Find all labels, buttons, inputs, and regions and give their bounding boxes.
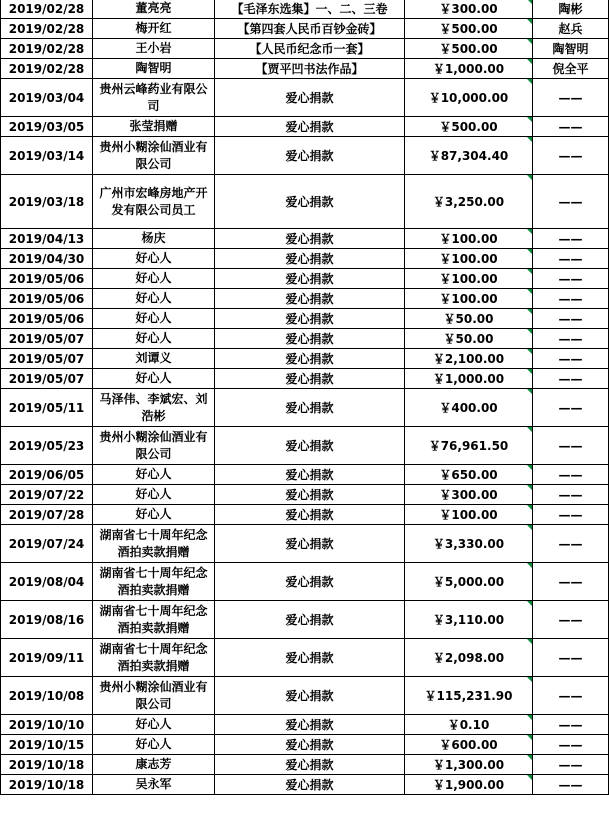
table-row (1, 601, 609, 639)
date-cell: 2019/05/07 (1, 329, 93, 349)
date-cell: 2019/08/16 (1, 601, 93, 639)
donor-cell: 贵州云峰药业有限公司 (93, 79, 215, 117)
recipient-cell: —— (533, 465, 609, 485)
amount-cell: ￥600.00 (405, 735, 533, 755)
donor-cell: 湖南省七十周年纪念酒拍卖款捐赠 (93, 563, 215, 601)
donor-cell: 好心人 (93, 289, 215, 309)
amount-cell: ￥76,961.50 (405, 427, 533, 465)
table-row (1, 389, 609, 427)
amount-cell: ￥1,000.00 (405, 59, 533, 79)
recipient-cell: —— (533, 309, 609, 329)
item-cell: 爱心捐款 (215, 137, 405, 175)
donor-cell: 贵州小糊涂仙酒业有限公司 (93, 677, 215, 715)
table-row (1, 715, 609, 735)
item-cell: 【第四套人民币百钞金砖】 (215, 19, 405, 39)
donation-table-body (1, 0, 609, 795)
amount-cell: ￥100.00 (405, 269, 533, 289)
table-row (1, 175, 609, 229)
donor-cell: 吴永军 (93, 775, 215, 795)
item-cell: 爱心捐款 (215, 677, 405, 715)
item-cell: 爱心捐款 (215, 715, 405, 735)
table-row (1, 269, 609, 289)
amount-cell: ￥1,300.00 (405, 755, 533, 775)
amount-cell: ￥2,098.00 (405, 639, 533, 677)
table-row (1, 775, 609, 795)
recipient-cell: —— (533, 269, 609, 289)
table-row (1, 525, 609, 563)
table-row (1, 249, 609, 269)
amount-cell: ￥3,330.00 (405, 525, 533, 563)
donor-cell: 梅开红 (93, 19, 215, 39)
amount-cell: ￥87,304.40 (405, 137, 533, 175)
date-cell: 2019/07/28 (1, 505, 93, 525)
date-cell: 2019/10/18 (1, 755, 93, 775)
recipient-cell: —— (533, 249, 609, 269)
date-cell: 2019/05/11 (1, 389, 93, 427)
donor-cell: 贵州小糊涂仙酒业有限公司 (93, 137, 215, 175)
table-row (1, 79, 609, 117)
date-cell: 2019/05/06 (1, 289, 93, 309)
recipient-cell: —— (533, 735, 609, 755)
table-row (1, 117, 609, 137)
date-cell: 2019/02/28 (1, 39, 93, 59)
table-row (1, 563, 609, 601)
item-cell: 爱心捐款 (215, 79, 405, 117)
item-cell: 爱心捐款 (215, 485, 405, 505)
recipient-cell: 倪全平 (533, 59, 609, 79)
donor-cell: 好心人 (93, 715, 215, 735)
recipient-cell: —— (533, 485, 609, 505)
amount-cell: ￥3,250.00 (405, 175, 533, 229)
table-row (1, 309, 609, 329)
table-row (1, 289, 609, 309)
item-cell: 爱心捐款 (215, 289, 405, 309)
donor-cell: 张莹捐赠 (93, 117, 215, 137)
amount-cell: ￥650.00 (405, 465, 533, 485)
table-row (1, 369, 609, 389)
recipient-cell: —— (533, 289, 609, 309)
recipient-cell: —— (533, 755, 609, 775)
recipient-cell: —— (533, 775, 609, 795)
item-cell: 爱心捐款 (215, 229, 405, 249)
donor-cell: 好心人 (93, 735, 215, 755)
date-cell: 2019/05/07 (1, 369, 93, 389)
donor-cell: 康志芳 (93, 755, 215, 775)
donor-cell: 好心人 (93, 465, 215, 485)
donor-cell: 广州市宏峰房地产开发有限公司员工 (93, 175, 215, 229)
donor-cell: 好心人 (93, 309, 215, 329)
item-cell: 爱心捐款 (215, 309, 405, 329)
item-cell: 爱心捐款 (215, 735, 405, 755)
donor-cell: 好心人 (93, 369, 215, 389)
amount-cell: ￥2,100.00 (405, 349, 533, 369)
donor-cell: 好心人 (93, 329, 215, 349)
donor-cell: 好心人 (93, 505, 215, 525)
recipient-cell: —— (533, 329, 609, 349)
item-cell: 爱心捐款 (215, 249, 405, 269)
date-cell: 2019/04/13 (1, 229, 93, 249)
donor-cell: 好心人 (93, 249, 215, 269)
amount-cell: ￥50.00 (405, 329, 533, 349)
date-cell: 2019/10/18 (1, 775, 93, 795)
amount-cell: ￥50.00 (405, 309, 533, 329)
item-cell: 爱心捐款 (215, 465, 405, 485)
date-cell: 2019/03/14 (1, 137, 93, 175)
item-cell: 爱心捐款 (215, 175, 405, 229)
date-cell: 2019/03/18 (1, 175, 93, 229)
item-cell: 爱心捐款 (215, 427, 405, 465)
item-cell: 爱心捐款 (215, 525, 405, 563)
date-cell: 2019/05/07 (1, 349, 93, 369)
item-cell: 爱心捐款 (215, 369, 405, 389)
date-cell: 2019/02/28 (1, 0, 93, 19)
recipient-cell: —— (533, 175, 609, 229)
recipient-cell: —— (533, 505, 609, 525)
date-cell: 2019/02/28 (1, 59, 93, 79)
item-cell: 爱心捐款 (215, 389, 405, 427)
recipient-cell: —— (533, 349, 609, 369)
date-cell: 2019/10/15 (1, 735, 93, 755)
amount-cell: ￥10,000.00 (405, 79, 533, 117)
donor-cell: 贵州小糊涂仙酒业有限公司 (93, 427, 215, 465)
table-row (1, 639, 609, 677)
donor-cell: 湖南省七十周年纪念酒拍卖款捐赠 (93, 525, 215, 563)
recipient-cell: —— (533, 229, 609, 249)
date-cell: 2019/07/22 (1, 485, 93, 505)
donor-cell: 刘谭义 (93, 349, 215, 369)
donor-cell: 好心人 (93, 485, 215, 505)
amount-cell: ￥500.00 (405, 19, 533, 39)
date-cell: 2019/08/04 (1, 563, 93, 601)
amount-cell: ￥1,900.00 (405, 775, 533, 795)
table-row (1, 229, 609, 249)
date-cell: 2019/04/30 (1, 249, 93, 269)
date-cell: 2019/10/08 (1, 677, 93, 715)
recipient-cell: —— (533, 137, 609, 175)
item-cell: 爱心捐款 (215, 601, 405, 639)
date-cell: 2019/05/06 (1, 269, 93, 289)
donor-cell: 董亮亮 (93, 0, 215, 19)
date-cell: 2019/07/24 (1, 525, 93, 563)
table-row (1, 485, 609, 505)
donor-cell: 杨庆 (93, 229, 215, 249)
table-row (1, 137, 609, 175)
item-cell: 爱心捐款 (215, 329, 405, 349)
date-cell: 2019/10/10 (1, 715, 93, 735)
recipient-cell: —— (533, 369, 609, 389)
date-cell: 2019/02/28 (1, 19, 93, 39)
donor-cell: 好心人 (93, 269, 215, 289)
table-row (1, 505, 609, 525)
item-cell: 爱心捐款 (215, 563, 405, 601)
date-cell: 2019/05/23 (1, 427, 93, 465)
table-row (1, 735, 609, 755)
recipient-cell: 陶智明 (533, 39, 609, 59)
donor-cell: 湖南省七十周年纪念酒拍卖款捐赠 (93, 639, 215, 677)
amount-cell: ￥5,000.00 (405, 563, 533, 601)
recipient-cell: —— (533, 427, 609, 465)
table-row (1, 0, 609, 19)
item-cell: 爱心捐款 (215, 349, 405, 369)
table-row (1, 755, 609, 775)
amount-cell: ￥115,231.90 (405, 677, 533, 715)
recipient-cell: 赵兵 (533, 19, 609, 39)
recipient-cell: 陶彬 (533, 0, 609, 19)
amount-cell: ￥100.00 (405, 249, 533, 269)
item-cell: 爱心捐款 (215, 755, 405, 775)
amount-cell: ￥0.10 (405, 715, 533, 735)
item-cell: 【毛泽东选集】一、二、三卷 (215, 0, 405, 19)
amount-cell: ￥3,110.00 (405, 601, 533, 639)
table-row (1, 19, 609, 39)
amount-cell: ￥300.00 (405, 485, 533, 505)
date-cell: 2019/05/06 (1, 309, 93, 329)
item-cell: 【人民币纪念币一套】 (215, 39, 405, 59)
date-cell: 2019/03/04 (1, 79, 93, 117)
recipient-cell: —— (533, 79, 609, 117)
item-cell: 爱心捐款 (215, 505, 405, 525)
recipient-cell: —— (533, 677, 609, 715)
table-row (1, 329, 609, 349)
date-cell: 2019/06/05 (1, 465, 93, 485)
amount-cell: ￥500.00 (405, 39, 533, 59)
table-row (1, 59, 609, 79)
item-cell: 爱心捐款 (215, 639, 405, 677)
table-row (1, 465, 609, 485)
amount-cell: ￥100.00 (405, 505, 533, 525)
recipient-cell: —— (533, 525, 609, 563)
amount-cell: ￥400.00 (405, 389, 533, 427)
recipient-cell: —— (533, 117, 609, 137)
recipient-cell: —— (533, 715, 609, 735)
item-cell: 【贾平凹书法作品】 (215, 59, 405, 79)
table-row (1, 39, 609, 59)
recipient-cell: —— (533, 601, 609, 639)
amount-cell: ￥500.00 (405, 117, 533, 137)
donor-cell: 马泽伟、李斌宏、刘浩彬 (93, 389, 215, 427)
date-cell: 2019/09/11 (1, 639, 93, 677)
table-row (1, 349, 609, 369)
amount-cell: ￥100.00 (405, 289, 533, 309)
donor-cell: 陶智明 (93, 59, 215, 79)
date-cell: 2019/03/05 (1, 117, 93, 137)
recipient-cell: —— (533, 563, 609, 601)
recipient-cell: —— (533, 389, 609, 427)
amount-cell: ￥1,000.00 (405, 369, 533, 389)
item-cell: 爱心捐款 (215, 775, 405, 795)
recipient-cell: —— (533, 639, 609, 677)
donor-cell: 湖南省七十周年纪念酒拍卖款捐赠 (93, 601, 215, 639)
table-row (1, 677, 609, 715)
item-cell: 爱心捐款 (215, 269, 405, 289)
table-row (1, 427, 609, 465)
amount-cell: ￥100.00 (405, 229, 533, 249)
item-cell: 爱心捐款 (215, 117, 405, 137)
donor-cell: 王小岩 (93, 39, 215, 59)
amount-cell: ￥300.00 (405, 0, 533, 19)
